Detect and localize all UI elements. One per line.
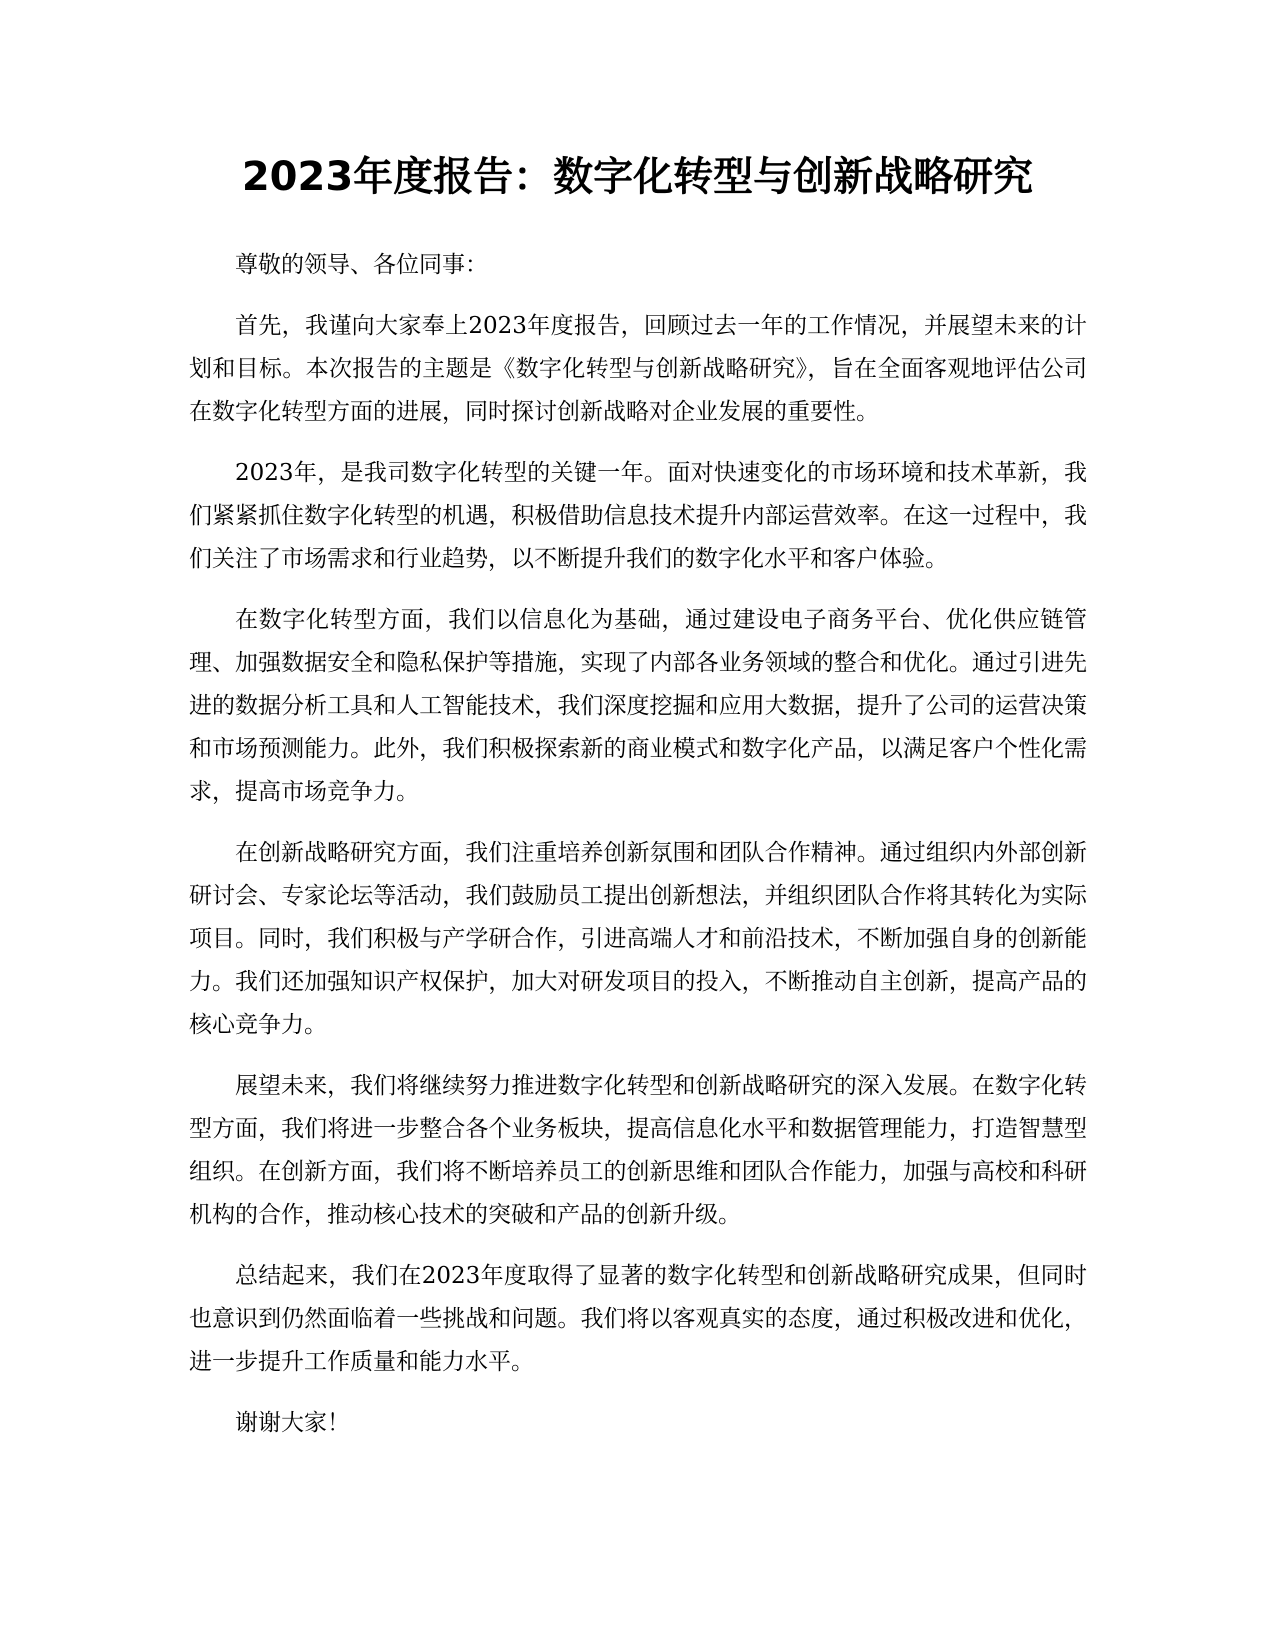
paragraph-innovation-strategy: 在创新战略研究方面，我们注重培养创新氛围和团队合作精神。通过组织内外部创新研讨会、专家论坛等活动，我们鼓励员工提出创新想法，并组织团队合作将其转化为实际项目。同时，我们积极与产学研合作，引进高端人才和前沿技术，不断加强自身的创新能力。我们还加强知识产权保护，加大对研发项目的投入，不断推动自主创新，提高产品的核心竞争力。 bbox=[189, 840, 1087, 1038]
document-title: 2023年度报告：数字化转型与创新战略研究 bbox=[241, 154, 1034, 200]
paragraph-summary: 总结起来，我们在2023年度取得了显著的数字化转型和创新战略研究成果，但同时也意识到仍然面临着一些挑战和问题。我们将以客观真实的态度，通过积极改进和优化，进一步提升工作质量和能力水平。 bbox=[189, 1263, 1087, 1375]
paragraph-salutation: 尊敬的领导、各位同事： bbox=[235, 252, 488, 278]
paragraph-outlook: 展望未来，我们将继续努力推进数字化转型和创新战略研究的深入发展。在数字化转型方面，我们将进一步整合各个业务板块，提高信息化水平和数据管理能力，打造智慧型组织。在创新方面，我们将不断培养员工的创新思维和团队合作能力，加强与高校和科研机构的合作，推动核心技术的突破和产品的创新升级。 bbox=[189, 1073, 1087, 1228]
paragraph-introduction: 首先，我谨向大家奉上2023年度报告，回顾过去一年的工作情况，并展望未来的计划和目标。本次报告的主题是《数字化转型与创新战略研究》，旨在全面客观地评估公司在数字化转型方面的进展，同时探讨创新战略对企业发展的重要性。 bbox=[189, 313, 1087, 425]
paragraph-closing: 谢谢大家！ bbox=[235, 1410, 350, 1436]
paragraph-digital-transformation: 在数字化转型方面，我们以信息化为基础，通过建设电子商务平台、优化供应链管理、加强数据安全和隐私保护等措施，实现了内部各业务领域的整合和优化。通过引进先进的数据分析工具和人工智能技术，我们深度挖掘和应用大数据，提升了公司的运营决策和市场预测能力。此外，我们积极探索新的商业模式和数字化产品，以满足客户个性化需求，提高市场竞争力。 bbox=[189, 607, 1087, 805]
paragraph-2023-overview: 2023年，是我司数字化转型的关键一年。面对快速变化的市场环境和技术革新，我们紧紧抓住数字化转型的机遇，积极借助信息技术提升内部运营效率。在这一过程中，我们关注了市场需求和行业趋势，以不断提升我们的数字化水平和客户体验。 bbox=[189, 460, 1087, 572]
document-body bbox=[189, 244, 1087, 1463]
